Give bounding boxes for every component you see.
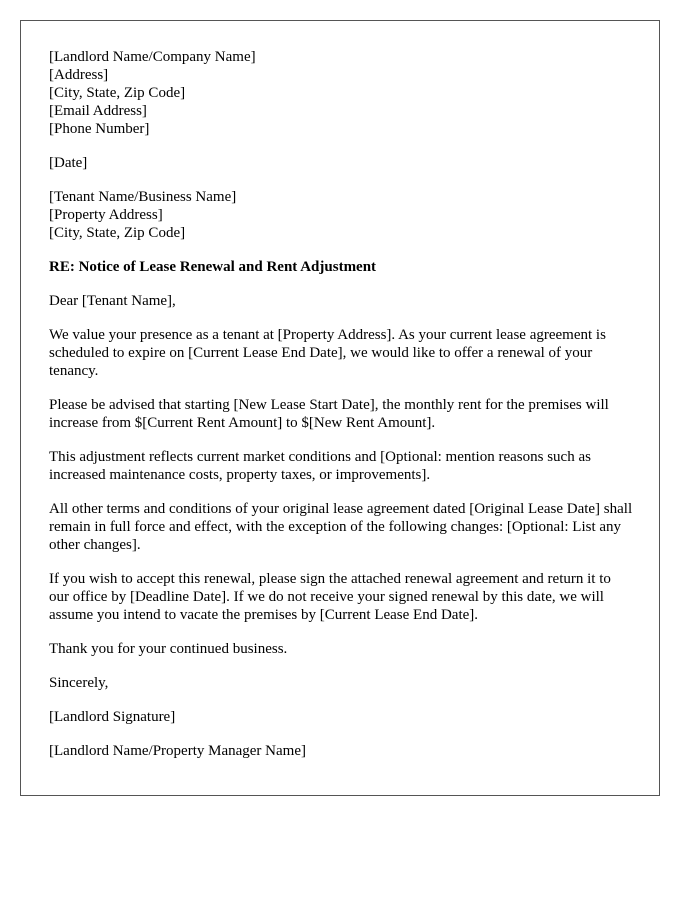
paragraph-acceptance: If you wish to accept this renewal, please sign the attached renewal agreement and return it to our office by [Deadline Date]. If we do not receive your signed renewal by this date, we will assume you intend to vacate the premises by [Current Lease End Date]. <box>49 571 611 623</box>
letter-date: [Date] <box>49 155 88 171</box>
recipient-property-address: [Property Address] <box>49 207 163 223</box>
sender-address: [Address] <box>49 67 109 83</box>
signer-name: [Landlord Name/Property Manager Name] <box>49 743 306 759</box>
recipient-name: [Tenant Name/Business Name] <box>49 189 237 205</box>
sender-name: [Landlord Name/Company Name] <box>49 49 256 65</box>
salutation: Dear [Tenant Name], <box>49 293 176 309</box>
paragraph-adjustment-reason: This adjustment reflects current market conditions and [Optional: mention reasons such as increased maintenance costs, property taxes, or improvements]. <box>49 449 591 483</box>
paragraph-rent-increase: Please be advised that starting [New Lease Start Date], the monthly rent for the premises will increase from $[Current Rent Amount] to $[New Rent Amount]. <box>49 397 609 431</box>
sender-city-state-zip: [City, State, Zip Code] <box>49 85 186 101</box>
recipient-block <box>49 188 634 242</box>
letter-frame <box>20 20 660 796</box>
paragraph-intro: We value your presence as a tenant at [Property Address]. As your current lease agreement is scheduled to expire on [Current Lease End Date], we would like to offer a renewal of your tenancy. <box>49 327 606 379</box>
sender-email: [Email Address] <box>49 103 147 119</box>
sender-block <box>49 48 634 138</box>
letter-body <box>49 48 634 776</box>
paragraph-terms: All other terms and conditions of your original lease agreement dated [Original Lease Date] shall remain in full force and effect, with the exception of the following changes: [Optional: List any other changes]. <box>49 501 633 553</box>
sender-phone: [Phone Number] <box>49 121 150 137</box>
paragraph-thanks: Thank you for your continued business. <box>49 641 288 657</box>
subject-line: RE: Notice of Lease Renewal and Rent Adjustment <box>49 259 377 275</box>
date-block <box>49 154 634 172</box>
signature-placeholder: [Landlord Signature] <box>49 709 176 725</box>
closing: Sincerely, <box>49 675 109 691</box>
recipient-city-state-zip: [City, State, Zip Code] <box>49 225 186 241</box>
